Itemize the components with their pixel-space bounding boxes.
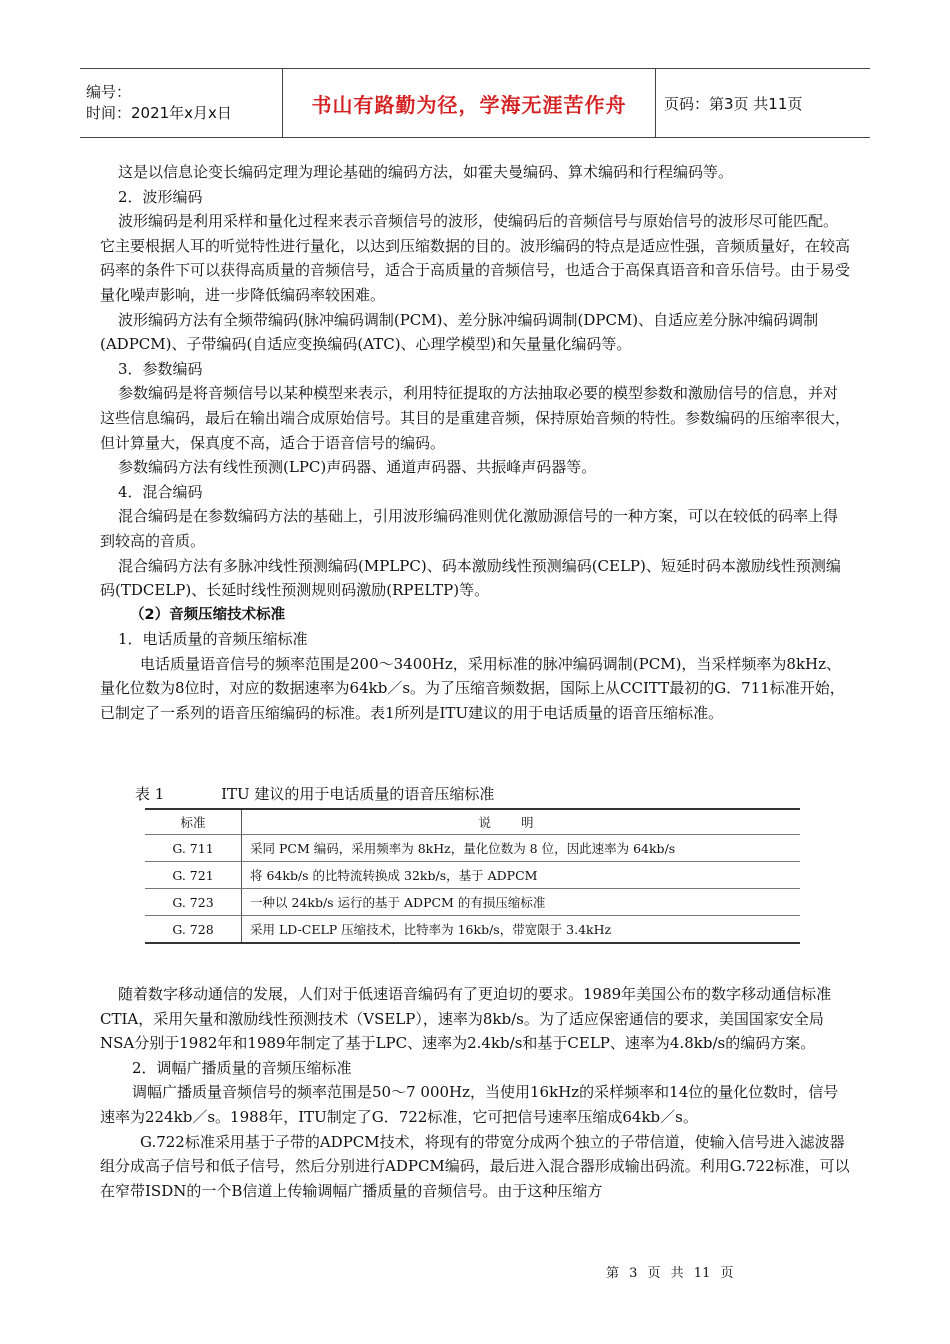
table-cell-description: 一种以 24kb/s 运行的基于 ADPCM 的有损压缩标准 (242, 889, 801, 916)
number-label: 编号： (86, 83, 132, 101)
paragraph: 调幅广播质量音频信号的频率范围是50～7 000Hz，当使用16kHz的采样频率和14位的量化位数时，信号速率为224kb／s。1988年，ITU制定了G．722标准，它可把信号速率压缩成64kb／s。 (100, 1083, 839, 1126)
paragraph: 这是以信息论变长编码定理为理论基础的编码方法，如霍夫曼编码、算术编码和行程编码等。 (118, 163, 734, 181)
time-label: 时间：2021年x月x日 (86, 104, 232, 122)
table-cell-description: 采同 PCM 编码，采用频率为 8kHz，量化位数为 8 位，因此速率为 64kb/s (242, 835, 801, 862)
section-heading: 2．调幅广播质量的音频压缩标准 (132, 1058, 352, 1077)
table-caption (135, 783, 494, 804)
table-cell-description: 将 64kb/s 的比特流转换成 32kb/s，基于 ADPCM (242, 862, 801, 889)
table-cell-standard: G. 728 (145, 916, 242, 944)
table-row (145, 835, 800, 862)
table-caption-title: ITU 建议的用于电话质量的语音压缩标准 (221, 785, 495, 803)
standards-table (145, 808, 800, 944)
table-cell-description: 采用 LD-CELP 压缩技术，比特率为 16kb/s，带宽限于 3.4kHz (242, 916, 801, 944)
table-cell-standard: G. 723 (145, 889, 242, 916)
page-info: 页码：第3页 共11页 (664, 94, 803, 113)
paragraph: G.722标准采用基于子带的ADPCM技术，将现有的带宽分成两个独立的子带信道，使输入信号进入滤波器组分成高子信号和低子信号，然后分别进行ADPCM编码，最后进入混合器形成输出码流。利用G.722标准，可以在窄带ISDN的一个B信道上传输调幅广播质量的音频信号。由于这种压缩方 (100, 1132, 850, 1200)
section-heading: 2．波形编码 (118, 187, 203, 206)
paragraph: 混合编码方法有多脉冲线性预测编码(MPLPC)、码本激励线性预测编码(CELP)、短延时码本激励线性预测编码(TDCELP)、长延时线性预测规则码激励(RPELTP)等。 (100, 556, 841, 600)
page-header (80, 68, 870, 138)
paragraph: 参数编码方法有线性预测(LPC)声码器、通道声码器、共振峰声码器等。 (118, 458, 597, 477)
section-heading: 3．参数编码 (118, 359, 203, 378)
section-heading: 1．电话质量的音频压缩标准 (118, 630, 308, 649)
table-row (145, 862, 800, 889)
body-text-bottom (100, 982, 850, 1203)
page-footer: 第 3 页 共 11 页 (606, 1266, 734, 1281)
header-left-cell (80, 69, 282, 137)
paragraph: 电话质量语音信号的频率范围是200～3400Hz，采用标准的脉冲编码调制(PCM)，当采样频率为8kHz、量化位数为8位时，对应的数据速率为64kb／s。为了压缩音频数据，国际上从CCITT最初的G．711标准开始，已制定了一系列的语音压缩编码的标准。表1所列是ITU建议的用于电话质量的语音压缩标准。 (100, 654, 845, 723)
paragraph: 混合编码是在参数编码方法的基础上，引用波形编码准则优化激励源信号的一种方案，可以在较低的码率上得到较高的音质。 (100, 507, 839, 550)
table-header-description: 说明 (242, 809, 801, 835)
table-row (145, 889, 800, 916)
table-caption-label: 表 1 (135, 785, 165, 803)
table-header-row (145, 809, 800, 835)
subsection-heading: （2）音频压缩技术标准 (130, 606, 286, 623)
body-text-top (100, 160, 850, 726)
table-cell-standard: G. 711 (145, 835, 242, 862)
motto: 书山有路勤为径，学海无涯苦作舟 (282, 69, 656, 137)
paragraph: 参数编码是将音频信号以某种模型来表示，利用特征提取的方法抽取必要的模型参数和激励信号的信息，并对这些信息编码，最后在输出端合成原始信号。其目的是重建音频，保持原始音频的特性。参数编码的压缩率很大，但计算量大，保真度不高，适合于语音信号的编码。 (100, 384, 851, 452)
paragraph: 随着数字移动通信的发展，人们对于低速语音编码有了更迫切的要求。1989年美国公布的数字移动通信标准CTIA，采用矢量和激励线性预测技术（VSELP），速率为8kb/s。为了适应保密通信的要求，美国国家安全局NSA分别于1982年和1989年制定了基于LPC、速率为2.4kb/s和基于CELP、速率为4.8kb/s的编码方案。 (100, 985, 832, 1053)
paragraph: 波形编码是利用采样和量化过程来表示音频信号的波形，使编码后的音频信号与原始信号的波形尽可能匹配。它主要根据人耳的听觉特性进行量化，以达到压缩数据的目的。波形编码的特点是适应性强，音频质量好，在较高码率的条件下可以获得高质量的音频信号，适合于高质量的音频信号，也适合于高保真语音和音乐信号。由于易受量化噪声影响，进一步降低编码率较困难。 (100, 212, 851, 304)
section-heading: 4．混合编码 (118, 482, 203, 501)
paragraph: 波形编码方法有全频带编码(脉冲编码调制(PCM)、差分脉冲编码调制(DPCM)、自适应差分脉冲编码调制(ADPCM)、子带编码(自适应变换编码(ATC)、心理学模型)和矢量量化编码等。 (100, 310, 819, 354)
table-header-standard: 标准 (145, 809, 242, 835)
table-row (145, 916, 800, 944)
table-cell-standard: G. 721 (145, 862, 242, 889)
